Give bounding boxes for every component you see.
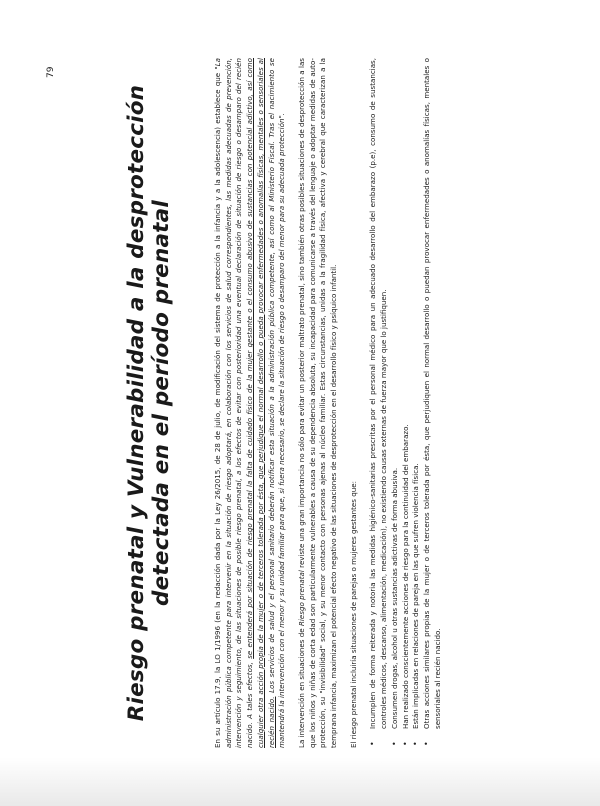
underlined-definition: se entenderá por situación de riesgo prenatal la falta de cuidado físico de la mujer gestante o el consumo abusivo de sustancias con potencial adictivo, así como cualquier otra acción propia de la mujer o de terceros tolerada por ésta, que perjudique el normal desarrollo o pueda provocar enfermedades o anomalías físicas, mentales o sensoriales al recién nacido. (245, 57, 276, 748)
list-item (389, 58, 401, 746)
paragraph-legal-article (213, 58, 288, 748)
page-title-line-2: detectada en el período prenatal (149, 200, 174, 606)
list-item-text: Consumen drogas, alcohol u otras sustancias adictivas de forma abusiva. (389, 467, 399, 729)
document-body (213, 58, 443, 748)
paragraph-text: En su artículo 17.9, la LO 1/1996 (en la redacción dada por la Ley 26/2015, de 28 de julio, de modificación del sistema de protección a la infancia y a la adolescencia) establece que (213, 69, 222, 748)
emphasized-term: Riesgo prenatal (296, 570, 306, 626)
paragraph-intervention (297, 58, 340, 748)
page-number: 79 (46, 66, 56, 78)
list-item-text: Han realizado conscientemente acciones de riesgo para la continuidad del embarazo. (400, 424, 410, 729)
list-item-text: Están implicadas en relaciones de pareja en las que sufren violencia física. (411, 463, 421, 729)
bullet-icon: • (400, 741, 410, 746)
list-item (368, 58, 389, 746)
quoted-text: "La administración pública competente para intervenir en la situación de riesgo adoptará, en colaboración con los servicios de salud correspondientes, las medidas adecuadas de prevención, intervención y seguimiento, de las situaciones de posible riesgo prenatal, a los efectos de evitar con posterioridad una eventual declaración de situación de riesgo o desamparo del recién nacido. A tales efectos, (213, 58, 255, 748)
quoted-text-continued: Los servicios de salud y el personal sanitario deberán notificar esta situación a la administración pública competente, así como al Ministerio Fiscal. Tras el nacimiento se mantendrá la intervención con el menor y su unidad familiar para que, si fuera necesario, se declare la situación de riesgo o desamparo del menor para su adecuada protección". (266, 58, 287, 748)
page-title (124, 36, 174, 770)
bullet-icon: • (421, 741, 431, 746)
paragraph-list-intro: El riesgo prenatal incluiría situaciones de parejas o mujeres gestantes que: (348, 481, 358, 748)
risk-situations-list (368, 58, 443, 748)
list-item (400, 58, 412, 746)
paragraph-text-continued: reviste una gran importancia no sólo para evitar un posterior maltrato prenatal, sino también otras posibles situaciones de desprotección a las que los niños y niñas de corta edad son particularmente vulnerables a causa de su dependencia absoluta, su incapacidad para comunicarse a través del lenguaje o adoptar medidas de auto-protección, su "invisibilidad" social, y su menor contacto con personas ajenas al núcleo familiar. Estas circunstancias, unidas a la fragilidad física, afectiva y cerebral que caracterizan a la temprana infancia, maximizan el potencial efecto negativo de las situaciones de desprotección en el desarrollo físico y psíquico infantil. (296, 58, 339, 748)
list-item-text: Incumplen de forma reiterada y notoria las medidas higiénico-sanitarias prescritas por el personal médico para un adecuado desarrollo del embarazo (p.e), consumo de sustancias, controles médicos, descanso, alimentación, medicación), no existiendo causas externas de fuerza mayor que lo justifiquen. (368, 58, 389, 729)
bullet-icon: • (368, 741, 378, 746)
bullet-icon: • (411, 741, 421, 746)
paragraph-text: La intervención en situaciones de (296, 626, 306, 748)
list-item (411, 58, 422, 746)
list-item (421, 58, 443, 746)
bullet-icon: • (389, 741, 399, 746)
list-item-text: Otras acciones similares propias de la mujer o de terceros tolerada por ésta, que perjudiquen el normal desarrollo o puedan provocar enfermedades o anomalías físicas, mentales o sensoriales al recién nacido. (421, 58, 442, 729)
page-title-line-1: Riesgo prenatal y Vulnerabilidad a la desprotección (124, 84, 149, 722)
